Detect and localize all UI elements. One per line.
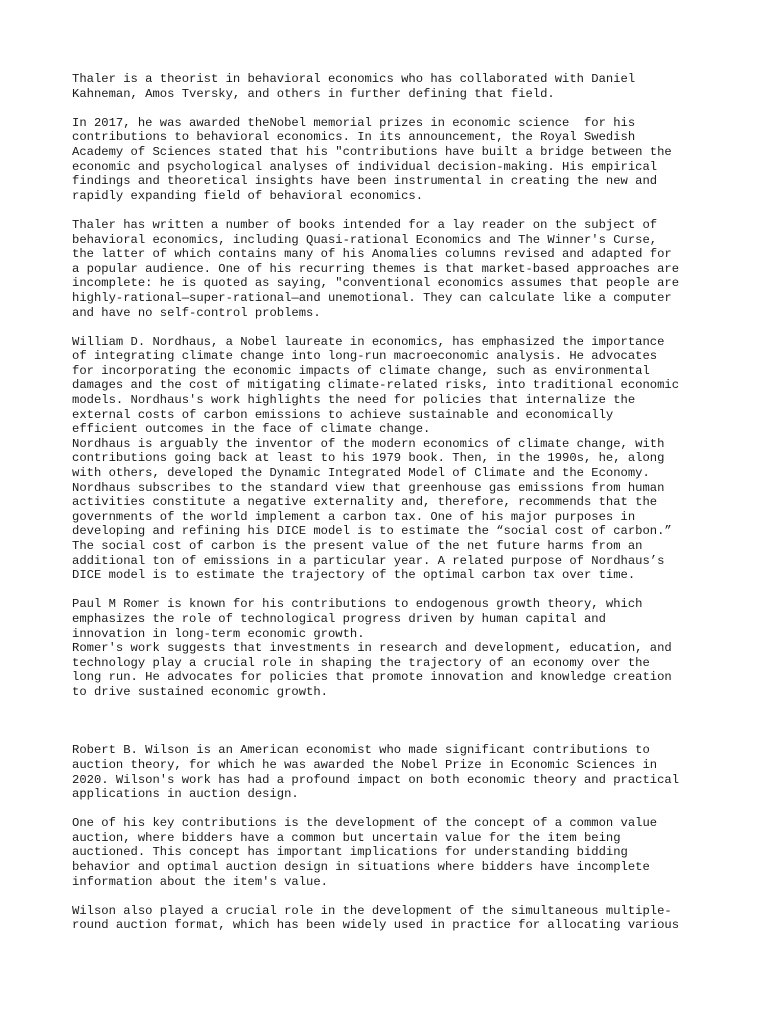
text-line: William D. Nordhaus, a Nobel laureate in economics, has emphasized the importance bbox=[72, 334, 665, 349]
text-line: with others, developed the Dynamic Integrated Model of Climate and the Economy. bbox=[72, 466, 650, 481]
text-line: governments of the world implement a carbon tax. One of his major purposes in bbox=[72, 509, 636, 524]
text-line: 2020. Wilson's work has had a profound impact on both economic theory and practical bbox=[72, 772, 680, 787]
paragraph-nordhaus bbox=[72, 335, 712, 583]
paragraph-thaler-nobel bbox=[72, 116, 712, 204]
text-line: a popular audience. One of his recurring themes is that market-based approaches are bbox=[72, 261, 680, 276]
text-line: Nordhaus is arguably the inventor of the modern economics of climate change, with bbox=[72, 436, 665, 451]
text-line: efficient outcomes in the face of climate change. bbox=[72, 422, 431, 437]
text-line: Nordhaus subscribes to the standard view that greenhouse gas emissions from human bbox=[72, 480, 665, 495]
text-line: behavior and optimal auction design in situations where bidders have incomplete bbox=[72, 860, 650, 875]
text-line: rapidly expanding field of behavioral economics. bbox=[72, 188, 424, 203]
paragraph-wilson-common-value bbox=[72, 816, 712, 889]
text-line: The social cost of carbon is the present value of the net future harms from an bbox=[72, 539, 643, 553]
text-line: and have no self-control problems. bbox=[72, 305, 321, 320]
text-line: One of his key contributions is the development of the concept of a common value bbox=[72, 816, 658, 831]
text-line: Romer's work suggests that investments in research and development, education, and bbox=[72, 641, 672, 656]
text-line: to drive sustained economic growth. bbox=[72, 684, 328, 699]
text-line: Wilson also played a crucial role in the development of the simultaneous multiple- bbox=[72, 903, 672, 918]
text-line: economic and psychological analyses of individual decision-making. His empirical bbox=[72, 159, 658, 174]
text-line: incomplete: he is quoted as saying, "conventional economics assumes that people are bbox=[72, 276, 680, 291]
text-line: external costs of carbon emissions to achieve sustainable and economically bbox=[72, 407, 614, 422]
paragraph-spacer bbox=[72, 203, 712, 218]
paragraph-spacer bbox=[72, 889, 712, 904]
text-line: round auction format, which has been widely used in practice for allocating various bbox=[72, 918, 680, 933]
text-line: contributions to behavioral economics. In its announcement, the Royal Swedish bbox=[72, 130, 636, 145]
text-line: models. Nordhaus's work highlights the need for policies that internalize the bbox=[72, 393, 636, 408]
text-line: DICE model is to estimate the trajectory of the optimal carbon tax over time. bbox=[72, 568, 636, 583]
text-line: innovation in long-term economic growth. bbox=[72, 626, 365, 641]
text-line: auction theory, for which he was awarded the Nobel Prize in Economic Sciences in bbox=[72, 757, 658, 772]
paragraph-wilson-intro bbox=[72, 743, 712, 801]
text-line: Thaler is a theorist in behavioral economics who has collaborated with Daniel bbox=[72, 72, 636, 86]
text-line: applications in auction design. bbox=[72, 787, 299, 802]
text-line: Kahneman, Amos Tversky, and others in further defining that field. bbox=[72, 86, 555, 101]
text-line: developing and refining his DICE model is to estimate the “social cost of carbon.” bbox=[72, 524, 672, 539]
text-line: Thaler has written a number of books intended for a lay reader on the subject of bbox=[72, 217, 658, 232]
paragraph-thaler-books bbox=[72, 218, 712, 320]
text-line: auction, where bidders have a common but uncertain value for the item being bbox=[72, 830, 621, 845]
text-line: findings and theoretical insights have been instrumental in creating the new and bbox=[72, 174, 658, 189]
text-line: Robert B. Wilson is an American economist who made significant contributions to bbox=[72, 743, 650, 758]
text-line: long run. He advocates for policies that promote innovation and knowledge creation bbox=[72, 670, 672, 685]
document-body bbox=[72, 72, 712, 933]
paragraph-spacer bbox=[72, 101, 712, 116]
text-line: behavioral economics, including Quasi-rational Economics and The Winner's Curse, bbox=[72, 232, 658, 247]
text-line: damages and the cost of mitigating climate-related risks, into traditional economic bbox=[72, 378, 680, 393]
paragraph-romer bbox=[72, 597, 712, 699]
text-line: highly-rational—super-rational—and unemotional. They can calculate like a computer bbox=[72, 290, 672, 305]
text-line: technology play a crucial role in shaping the trajectory of an economy over the bbox=[72, 655, 650, 670]
section-spacer bbox=[72, 700, 712, 744]
text-line: the latter of which contains many of his Anomalies columns revised and adapted for bbox=[72, 247, 672, 262]
text-line: activities constitute a negative externality and, therefore, recommends that the bbox=[72, 495, 658, 510]
paragraph-wilson-auction-format bbox=[72, 904, 712, 933]
text-line: emphasizes the role of technological progress driven by human capital and bbox=[72, 611, 606, 626]
text-line: Paul M Romer is known for his contributions to endogenous growth theory, which bbox=[72, 597, 643, 612]
text-line: contributions going back at least to his 1979 book. Then, in the 1990s, he, along bbox=[72, 451, 665, 466]
text-line: of integrating climate change into long-run macroeconomic analysis. He advocates bbox=[72, 349, 658, 364]
paragraph-thaler-intro bbox=[72, 72, 712, 101]
text-line: In 2017, he was awarded theNobel memorial prizes in economic science for his bbox=[72, 115, 636, 130]
text-line: auctioned. This concept has important implications for understanding bidding bbox=[72, 845, 628, 860]
text-line: information about the item's value. bbox=[72, 874, 328, 889]
text-line: Academy of Sciences stated that his "contributions have built a bridge between the bbox=[72, 144, 672, 159]
paragraph-spacer bbox=[72, 802, 712, 817]
text-line: for incorporating the economic impacts of climate change, such as environmental bbox=[72, 363, 650, 378]
text-line: additional ton of emissions in a particular year. A related purpose of Nordhaus’s bbox=[72, 553, 665, 568]
paragraph-spacer bbox=[72, 583, 712, 598]
paragraph-spacer bbox=[72, 320, 712, 335]
